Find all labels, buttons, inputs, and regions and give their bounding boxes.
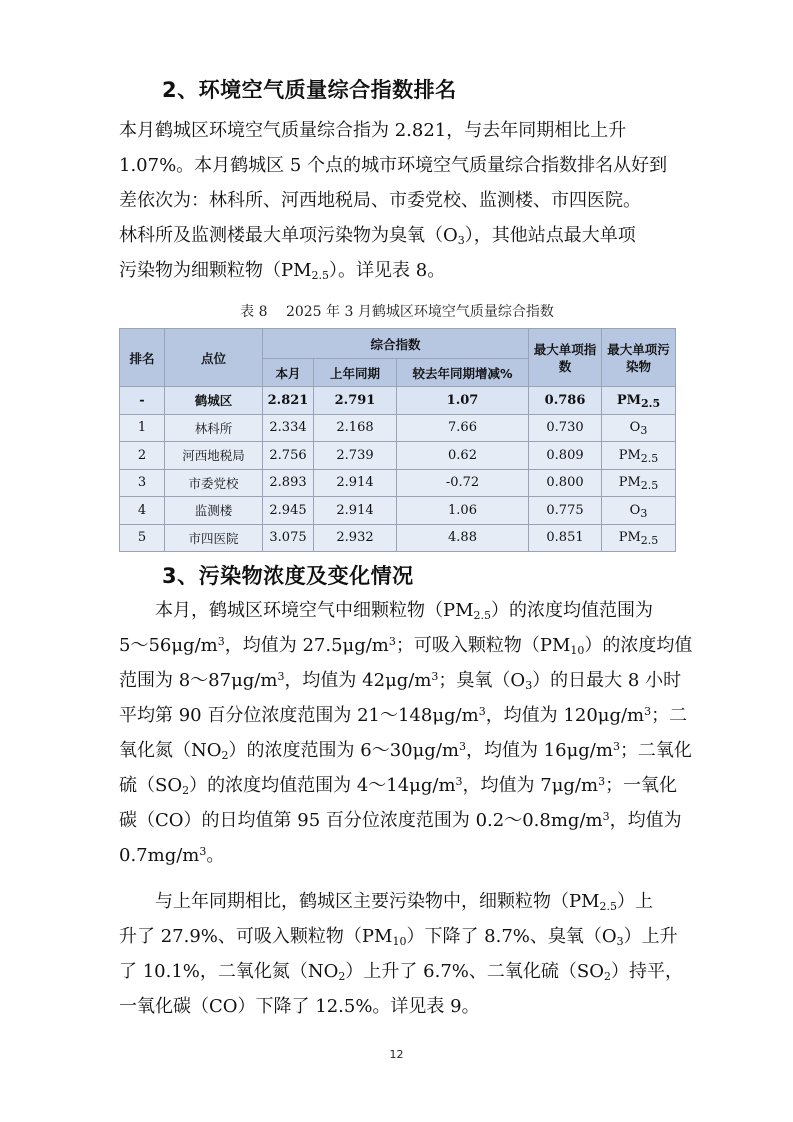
superscript: 3 [644,705,652,718]
text-run: ，均值为 42μg/m [284,670,432,691]
cell-change: 4.88 [397,524,529,552]
subscript: 2 [338,970,346,983]
header-max-single-pollutant: 最大单项污染物 [602,329,676,387]
text-line [119,113,675,148]
cell-site: 林科所 [165,414,263,442]
text-run: ，均值为 16μg/m [465,740,613,761]
text-run: ，均值为 7μg/m [462,775,599,796]
text-run: ）的浓度范围为 6～30μg/m [228,740,459,761]
text-run: 本月鹤城区环境空气质量综合指为 2.821，与去年同期相比上升 [119,120,627,141]
pollutant-name: PM [618,475,641,491]
cell-max-index: 0.809 [529,442,602,470]
cell-pollutant [602,524,676,552]
cell-pollutant [602,387,676,415]
cell-change: 7.66 [397,414,529,442]
text-run: 范围为 8～87μg/m [119,670,278,691]
superscript: 3 [598,775,606,788]
composite-index-table [119,328,676,552]
text-line [119,838,675,873]
superscript: 3 [199,845,207,858]
text-run: 一氧化碳（CO）下降了 12.5%。详见表 9。 [119,996,480,1017]
cell-this-month: 2.893 [263,469,314,497]
cell-this-month: 2.334 [263,414,314,442]
subscript: 3 [616,935,624,948]
table-row [120,442,676,470]
cell-change: 1.06 [397,497,529,525]
cell-rank: - [120,387,165,415]
superscript: 3 [388,635,396,648]
text-run: ；可吸入颗粒物（PM [395,635,571,656]
cell-pollutant [602,469,676,497]
text-run: 差依次为：林科所、河西地税局、市委党校、监测楼、市四医院。 [119,190,641,211]
cell-site: 市四医院 [165,524,263,552]
subscript: 2.5 [311,269,330,282]
paragraph-concentration-ranges [119,593,693,873]
text-line [119,733,692,768]
text-run: 5～56μg/m [119,635,218,656]
pollutant-name: PM [616,392,642,408]
subscript: 2.5 [640,534,659,548]
cell-rank: 5 [120,524,165,552]
subscript: 2 [603,970,611,983]
table-row [120,497,676,525]
text-run: ）的浓度均值范围为 4～14μg/m [189,775,456,796]
text-run: ；二氧化 [619,740,692,761]
cell-site: 监测楼 [165,497,263,525]
text-run: ）下降了 8.7%、臭氧（O [406,926,617,947]
cell-last-year: 2.914 [314,497,397,525]
text-run: ）持平， [610,961,683,982]
cell-change: 1.07 [397,387,529,415]
text-run: ），其他站点最大单项 [464,225,636,246]
text-run: ，均值为 27.5μg/m [224,635,389,656]
cell-rank: 3 [120,469,165,497]
subscript: 2 [221,749,229,762]
text-run: ）。详见表 8。 [329,260,446,281]
paragraph-year-over-year-change [119,884,683,1024]
cell-this-month: 2.756 [263,442,314,470]
table-header-row [120,329,676,359]
pollutant-name: PM [618,447,641,463]
text-line [119,768,678,803]
cell-this-month: 3.075 [263,524,314,552]
superscript: 3 [217,635,225,648]
cell-max-index: 0.775 [529,497,602,525]
header-yoy-change: 较去年同期增减% [397,359,529,387]
table-caption: 表 8 2025 年 3 月鹤城区环境空气质量综合指数 [240,304,554,320]
cell-max-index: 0.800 [529,469,602,497]
text-run: ）的日最大 8 小时 [532,670,682,691]
superscript: 3 [602,810,610,823]
superscript: 3 [458,740,466,753]
text-line [119,989,675,1024]
text-run: 了 10.1%，二氧化氮（NO [119,961,339,982]
cell-last-year: 2.914 [314,469,397,497]
text-run: 0.7mg/m [119,845,200,866]
cell-last-year: 2.791 [314,387,397,415]
text-run: ）上升 [623,926,678,947]
text-run: ）上升了 6.7%、二氧化硫（SO [345,961,604,982]
cell-rank: 2 [120,442,165,470]
text-run: 1.07%。本月鹤城区 5 个点的城市环境空气质量综合指数排名从好到 [119,155,668,176]
subscript: 10 [392,935,407,948]
text-run: 升了 27.9%、可吸入颗粒物（PM [119,926,393,947]
cell-change: 0.62 [397,442,529,470]
text-run: 污染物为细颗粒物（PM [119,260,312,281]
cell-site: 鹤城区 [165,387,263,415]
cell-this-month: 2.821 [263,387,314,415]
superscript: 3 [455,775,463,788]
header-site: 点位 [165,329,263,387]
cell-max-index: 0.786 [529,387,602,415]
text-line [119,919,678,954]
text-line [119,593,675,628]
header-last-year: 上年同期 [314,359,397,387]
text-run: 平均第 90 百分位浓度范围为 21～148μg/m [119,705,479,726]
subscript: 10 [570,644,585,657]
superscript: 3 [612,740,620,753]
text-run: 氧化氮（NO [119,740,222,761]
text-line [119,218,675,253]
cell-this-month: 2.945 [263,497,314,525]
subscript: 3 [525,679,533,692]
pollutant-name: O [629,502,641,518]
cell-change: -0.72 [397,469,529,497]
header-rank: 排名 [120,329,165,387]
table-row [120,414,676,442]
header-max-single-index: 最大单项指数 [529,329,602,387]
text-line [119,183,675,218]
cell-last-year: 2.932 [314,524,397,552]
text-run: ；一氧化 [605,775,678,796]
pollutant-name: PM [618,530,641,546]
text-line [119,803,682,838]
table-row [120,387,676,415]
text-line [119,148,675,183]
subscript: 3 [457,234,465,247]
table-row [120,524,676,552]
cell-site: 市委党校 [165,469,263,497]
text-run: ；臭氧（O [438,670,526,691]
text-line [119,253,675,288]
subscript: 3 [640,506,648,520]
text-run: ；二 [651,705,688,726]
text-run: ）的浓度均值 [584,635,693,656]
text-run: 硫（SO [119,775,183,796]
header-composite-index: 综合指数 [263,329,529,359]
superscript: 3 [478,705,486,718]
text-run: 与上年同期相比，鹤城区主要污染物中，细颗粒物（PM [155,891,600,912]
cell-last-year: 2.168 [314,414,397,442]
text-run: 本月，鹤城区环境空气中细颗粒物（PM [155,600,474,621]
table-row [120,469,676,497]
subscript: 2 [182,784,190,797]
cell-site: 河西地税局 [165,442,263,470]
cell-pollutant [602,414,676,442]
text-run: ）上 [617,891,654,912]
header-this-month: 本月 [263,359,314,387]
page-number: 12 [389,1048,404,1061]
subscript: 2.5 [473,609,492,622]
cell-max-index: 0.730 [529,414,602,442]
cell-rank: 1 [120,414,165,442]
text-run: ，均值为 120μg/m [485,705,645,726]
text-run: 林科所及监测楼最大单项污染物为臭氧（O [119,225,458,246]
cell-rank: 4 [120,497,165,525]
pollutant-name: O [629,420,641,436]
superscript: 3 [277,670,285,683]
subscript: 2.5 [599,900,618,913]
superscript: 3 [431,670,439,683]
subscript: 2.5 [641,396,661,410]
subscript: 2.5 [640,451,659,465]
cell-pollutant [602,442,676,470]
subscript: 3 [640,424,648,438]
cell-last-year: 2.739 [314,442,397,470]
section-heading-pollutant-concentration: 3、污染物浓度及变化情况 [162,564,414,588]
subscript: 2.5 [640,479,659,493]
text-line [119,954,683,989]
section-heading-composite-index-ranking: 2、环境空气质量综合指数排名 [162,78,457,102]
text-run: ，均值为 [609,810,682,831]
cell-pollutant [602,497,676,525]
paragraph-composite-index-summary [119,113,675,288]
text-run: ）的浓度均值范围为 [491,600,654,621]
text-line [119,698,688,733]
text-line [119,663,682,698]
text-line [119,628,693,663]
text-line [119,884,675,919]
text-run: 。 [206,845,225,866]
cell-max-index: 0.851 [529,524,602,552]
text-run: 碳（CO）的日均值第 95 百分位浓度范围为 0.2～0.8mg/m [119,810,603,831]
